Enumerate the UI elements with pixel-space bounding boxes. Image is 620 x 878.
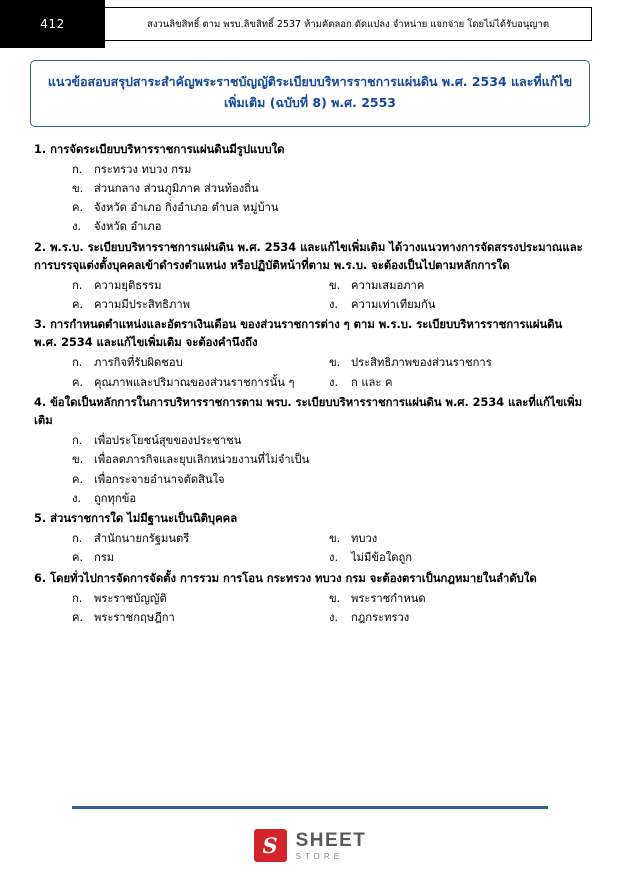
question-item (34, 316, 586, 392)
choice-row (72, 470, 586, 489)
choice-option[interactable] (72, 217, 586, 236)
choice-row (72, 276, 586, 295)
choice-option[interactable] (329, 608, 586, 627)
choice-text: ไม่มีข้อใดถูก (351, 551, 413, 565)
choice-text: ภารกิจที่รับผิดชอบ (94, 356, 183, 370)
choice-text: ประสิทธิภาพของส่วนราชการ (351, 356, 492, 370)
question-item (34, 239, 586, 315)
choice-option[interactable] (329, 295, 586, 314)
choice-option[interactable] (329, 353, 586, 372)
choice-option[interactable] (72, 160, 586, 179)
footer-divider (72, 806, 548, 809)
choice-row (72, 589, 586, 608)
question-text: 5. ส่วนราชการใด ไม่มีฐานะเป็นนิติบุคคล (34, 512, 238, 526)
choice-row (72, 373, 586, 392)
choice-option[interactable] (72, 450, 586, 469)
choice-label: ข. (329, 532, 341, 546)
choice-text: สำนักนายกรัฐมนตรี (94, 532, 190, 546)
choice-row (72, 548, 586, 567)
choice-text: ความมีประสิทธิภาพ (94, 298, 190, 312)
question-item (34, 510, 586, 568)
page-title-line-2: เพิ่มเติม (ฉบับที่ 8) พ.ศ. 2553 (224, 95, 396, 111)
logo-main-text: SHEET (295, 829, 367, 851)
choice-option[interactable] (72, 489, 586, 508)
choice-label: ข. (329, 591, 341, 605)
choice-label: ง. (329, 375, 339, 389)
choice-text: จังหวัด อำเภอ กิ่งอำเภอ ตำบล หมู่บ้าน (94, 201, 279, 215)
choice-label: ง. (72, 491, 82, 505)
logo-wordmark (296, 831, 367, 861)
page-footer (0, 806, 620, 862)
choice-label: ก. (72, 591, 83, 605)
choice-row (72, 489, 586, 508)
choice-text: กรม (94, 551, 115, 565)
choice-list (72, 160, 586, 237)
choice-option[interactable] (72, 373, 329, 392)
choice-text: กระทรวง ทบวง กรม (94, 162, 192, 176)
choice-option[interactable] (329, 276, 586, 295)
choice-list (72, 276, 586, 315)
choice-text: พระราชกำหนด (351, 591, 426, 605)
choice-label: ค. (72, 298, 84, 312)
choice-option[interactable] (72, 295, 329, 314)
choice-text: ก และ ค (351, 375, 393, 389)
choice-text: พระราชกฤษฎีกา (94, 611, 175, 625)
page-header (0, 0, 620, 48)
question-text: 3. การกำหนดตำแหน่งและอัตราเงินเดือน ของส่วนราชการต่าง ๆ ตาม พ.ร.บ. ระเบียบบริหารราชการแผ่นดิน พ.ศ. 2534 และแก้ไขเพิ่มเติม จะต้องคำนึงถึง (34, 318, 563, 350)
choice-row (72, 198, 586, 217)
choice-label: ค. (72, 201, 84, 215)
choice-list (72, 529, 586, 568)
choice-text: ส่วนกลาง ส่วนภูมิภาค ส่วนท้องถิ่น (94, 181, 259, 195)
choice-text: ความเท่าเทียมกัน (351, 298, 436, 312)
choice-option[interactable] (329, 589, 586, 608)
choice-text: ถูกทุกข้อ (94, 491, 137, 505)
choice-option[interactable] (72, 589, 329, 608)
choice-label: ก. (72, 162, 83, 176)
choice-label: ง. (329, 551, 339, 565)
question-text: 4. ข้อใดเป็นหลักการในการบริหารราชการตาม พรบ. ระเบียบบริหารราชการแผ่นดิน พ.ศ. 2534 และที่แก้ไขเพิ่มเติม (34, 395, 583, 427)
question-text: 2. พ.ร.บ. ระเบียบบริหารราชการแผ่นดิน พ.ศ. 2534 และแก้ไขเพิ่มเติม ได้วางแนวทางการจัดสรรงประมาณและการบรรจุแต่งตั้งบุคคลเข้าดำรงตำแหน่ง หรือปฏิบัติหน้าที่ตาม พ.ร.บ. จะต้องเป็นไปตามหลักการใด (34, 240, 583, 272)
choice-label: ก. (72, 434, 83, 448)
copyright-notice: สงวนลิขสิทธิ์ ตาม พรบ.ลิขสิทธิ์ 2537 ห้ามคัดลอก ดัดแปลง จำหน่าย แจกจ่าย โดยไม่ได้รับอนุญาต (105, 7, 592, 41)
choice-option[interactable] (72, 431, 586, 450)
choice-text: จังหวัด อำเภอ (94, 220, 162, 234)
choice-label: ค. (72, 611, 84, 625)
brand-logo (0, 829, 620, 862)
choice-text: ความเสมอภาค (351, 278, 425, 292)
choice-row (72, 431, 586, 450)
choice-text: เพื่อประโยชน์สุขของประชาชน (94, 434, 242, 448)
choice-label: ก. (72, 278, 83, 292)
choice-list (72, 589, 586, 628)
page-number: 412 (0, 0, 105, 48)
choice-option[interactable] (72, 353, 329, 372)
choice-text: คุณภาพและปริมาณของส่วนราชการนั้น ๆ (94, 375, 295, 389)
choice-list (72, 431, 586, 508)
choice-row (72, 529, 586, 548)
choice-option[interactable] (329, 548, 586, 567)
choice-label: ข. (329, 356, 341, 370)
question-text: 1. การจัดระเบียบบริหารราชการแผ่นดินมีรูปแบบใด (34, 142, 285, 156)
choice-row (72, 608, 586, 627)
choice-text: กฎกระทรวง (351, 611, 410, 625)
choice-option[interactable] (72, 548, 329, 567)
choice-option[interactable] (72, 198, 586, 217)
logo-sub-text: STORE (295, 851, 343, 861)
choice-text: เพื่อลดภารกิจและยุบเลิกหน่วยงานที่ไม่จำเป็น (94, 453, 310, 467)
choice-label: ก. (72, 532, 83, 546)
choice-option[interactable] (72, 276, 329, 295)
choice-row (72, 295, 586, 314)
choice-text: เพื่อกระจายอำนาจตัดสินใจ (94, 472, 225, 486)
question-item (34, 570, 586, 628)
choice-text: ทบวง (351, 532, 378, 546)
logo-mark-icon: S (254, 829, 287, 862)
question-list (34, 141, 586, 628)
choice-option[interactable] (72, 179, 586, 198)
choice-label: ก. (72, 356, 83, 370)
choice-text: ความยุติธรรม (94, 278, 162, 292)
choice-row (72, 160, 586, 179)
question-item (34, 141, 586, 237)
choice-list (72, 353, 586, 392)
choice-row (72, 353, 586, 372)
choice-label: ง. (329, 298, 339, 312)
choice-label: ค. (72, 375, 84, 389)
choice-row (72, 217, 586, 236)
page-title-line-1: แนวข้อสอบสรุปสาระสำคัญพระราชบัญญัติระเบียบบริหารราชการแผ่นดิน พ.ศ. 2534 และที่แก้ไข (47, 74, 573, 89)
choice-option[interactable] (329, 529, 586, 548)
choice-row (72, 179, 586, 198)
choice-label: ง. (329, 611, 339, 625)
choice-label: ค. (72, 472, 84, 486)
choice-label: ข. (329, 278, 341, 292)
page-title (30, 60, 590, 127)
choice-label: ง. (72, 220, 82, 234)
choice-label: ข. (72, 181, 84, 195)
choice-text: พระราชบัญญัติ (94, 591, 167, 605)
choice-option[interactable] (72, 529, 329, 548)
question-text: 6. โดยทั่วไปการจัดการจัดตั้ง การรวม การโอน กระทรวง ทบวง กรม จะต้องตราเป็นกฎหมายในลำดับใด (34, 571, 537, 585)
choice-option[interactable] (72, 608, 329, 627)
choice-label: ค. (72, 551, 84, 565)
choice-option[interactable] (72, 470, 586, 489)
question-item (34, 394, 586, 508)
choice-row (72, 450, 586, 469)
choice-option[interactable] (329, 373, 586, 392)
choice-label: ข. (72, 453, 84, 467)
